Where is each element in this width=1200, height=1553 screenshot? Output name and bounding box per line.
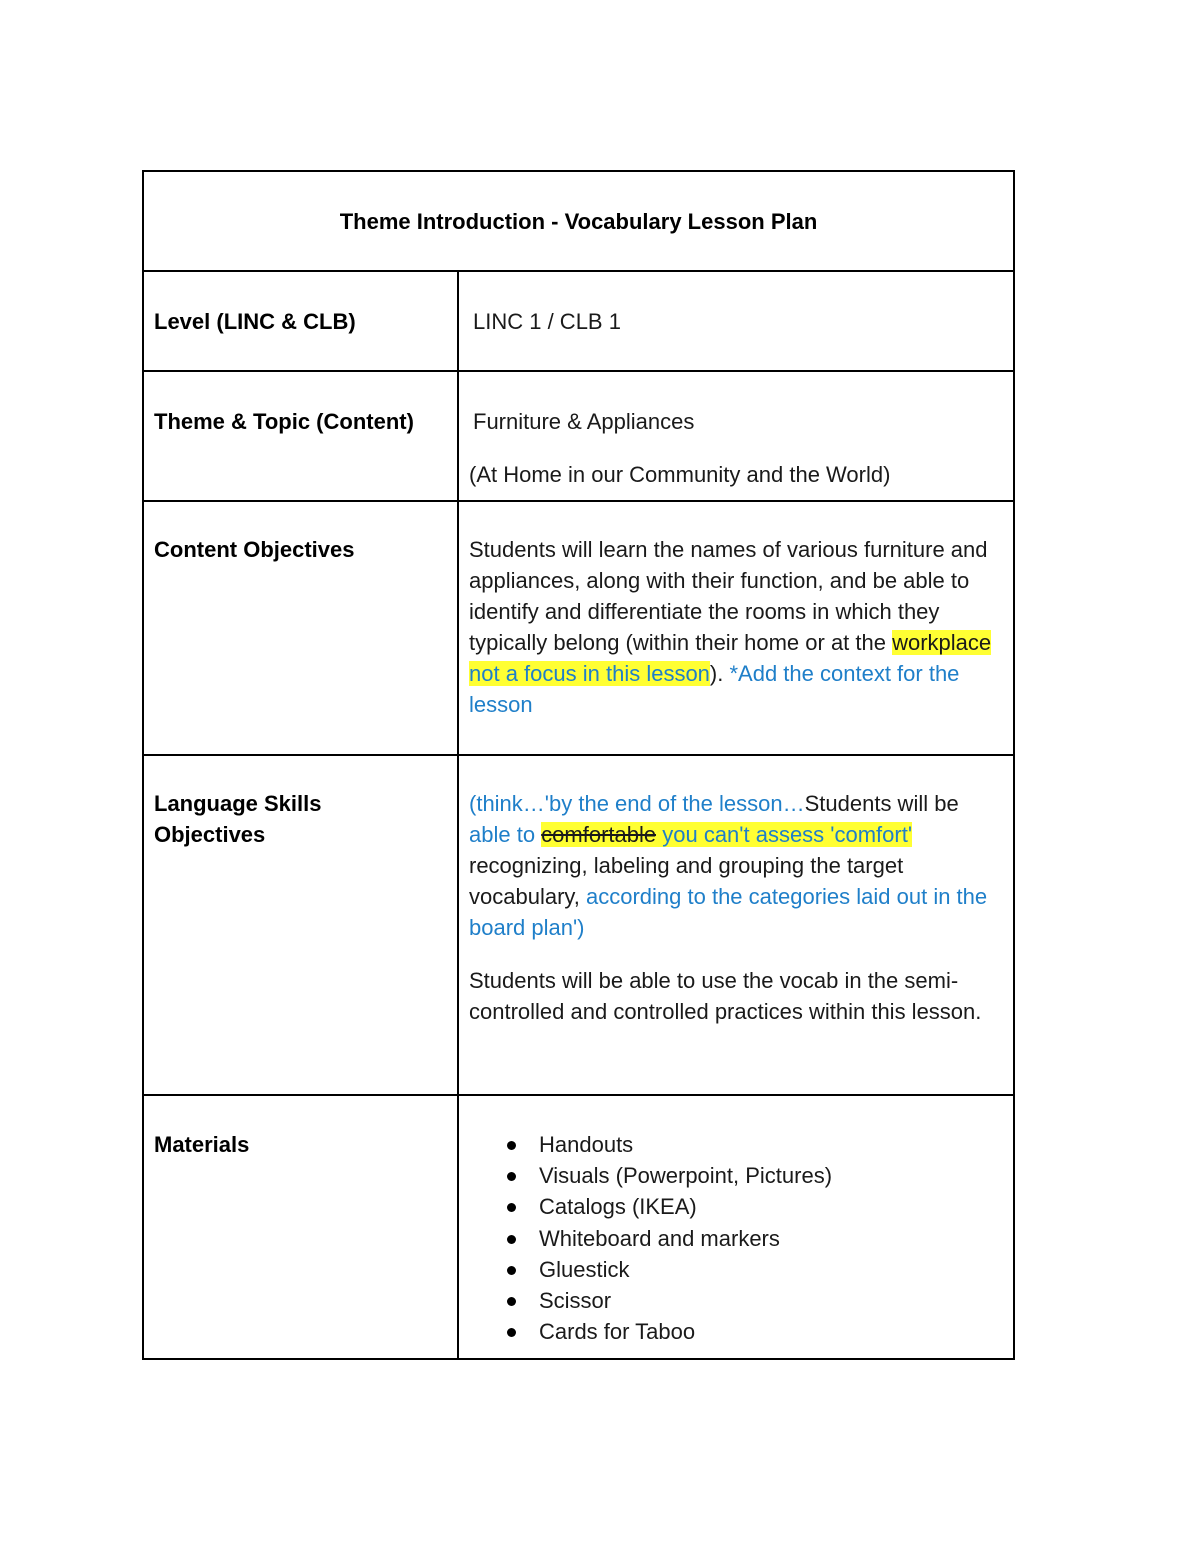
theme-value: Furniture & Appliances bbox=[473, 409, 695, 434]
language-skills-cell bbox=[458, 755, 1014, 1095]
materials-item-whiteboard: Whiteboard and markers bbox=[539, 1223, 1003, 1254]
language-skills-paragraph-2: Students will be able to use the vocab in the semi-controlled and controlled practices within this lesson. bbox=[469, 968, 982, 1024]
lesson-plan-title: Theme Introduction - Vocabulary Lesson Plan bbox=[143, 171, 1014, 271]
language-students-text: Students will be bbox=[804, 791, 959, 816]
title-row bbox=[143, 171, 1014, 271]
materials-row bbox=[143, 1095, 1014, 1359]
lesson-plan-table bbox=[142, 170, 1015, 1360]
language-skills-label-line2: Objectives bbox=[154, 822, 266, 847]
language-skills-row bbox=[143, 755, 1014, 1095]
level-label: Level (LINC & CLB) bbox=[143, 271, 458, 371]
content-objectives-row bbox=[143, 501, 1014, 755]
content-close-text: ). bbox=[709, 661, 724, 686]
materials-cell bbox=[458, 1095, 1014, 1359]
content-comment-add-context: *Add the context for the lesson bbox=[469, 661, 960, 717]
materials-item-taboo-cards: Cards for Taboo bbox=[539, 1316, 1003, 1347]
language-comment-think: (think…'by the end of the lesson… bbox=[469, 791, 805, 816]
language-comment-categories: according to the categories laid out in the board plan') bbox=[469, 884, 988, 940]
language-skills-label-line1: Language Skills bbox=[154, 791, 322, 816]
materials-item-gluestick: Gluestick bbox=[539, 1254, 1003, 1285]
theme-row bbox=[143, 371, 1014, 501]
content-highlight-workplace: workplace bbox=[892, 630, 992, 655]
theme-label: Theme & Topic (Content) bbox=[143, 371, 458, 501]
level-value: LINC 1 / CLB 1 bbox=[473, 308, 621, 334]
content-main-text: Students will learn the names of various furniture and appliances, along with their function, and be able to identify and differentiate the rooms in which they typically belong (within their home or at the bbox=[469, 537, 988, 655]
content-objectives-label: Content Objectives bbox=[143, 501, 458, 755]
theme-subvalue: (At Home in our Community and the World) bbox=[469, 462, 891, 487]
materials-item-visuals: Visuals (Powerpoint, Pictures) bbox=[539, 1160, 1003, 1191]
level-value-cell bbox=[458, 271, 1014, 371]
language-skills-paragraph-1 bbox=[469, 788, 1003, 943]
language-skills-label bbox=[143, 755, 458, 1095]
materials-item-catalogs: Catalogs (IKEA) bbox=[539, 1191, 1003, 1222]
language-struck-comfortable: comfortable bbox=[541, 822, 657, 847]
theme-value-cell bbox=[458, 371, 1014, 501]
content-objectives-text bbox=[469, 534, 1003, 720]
materials-label: Materials bbox=[143, 1095, 458, 1359]
language-recognizing-text: recognizing, labeling and grouping the target vocabulary, bbox=[469, 853, 904, 909]
language-comment-assess: you can't assess 'comfort' bbox=[656, 822, 913, 847]
materials-item-handouts: Handouts bbox=[539, 1129, 1003, 1160]
language-comment-able-to: able to bbox=[469, 822, 542, 847]
materials-item-scissor: Scissor bbox=[539, 1285, 1003, 1316]
content-objectives-cell bbox=[458, 501, 1014, 755]
content-comment-not-focus: not a focus in this lesson bbox=[469, 661, 710, 686]
materials-list bbox=[469, 1129, 1003, 1347]
level-row bbox=[143, 271, 1014, 371]
